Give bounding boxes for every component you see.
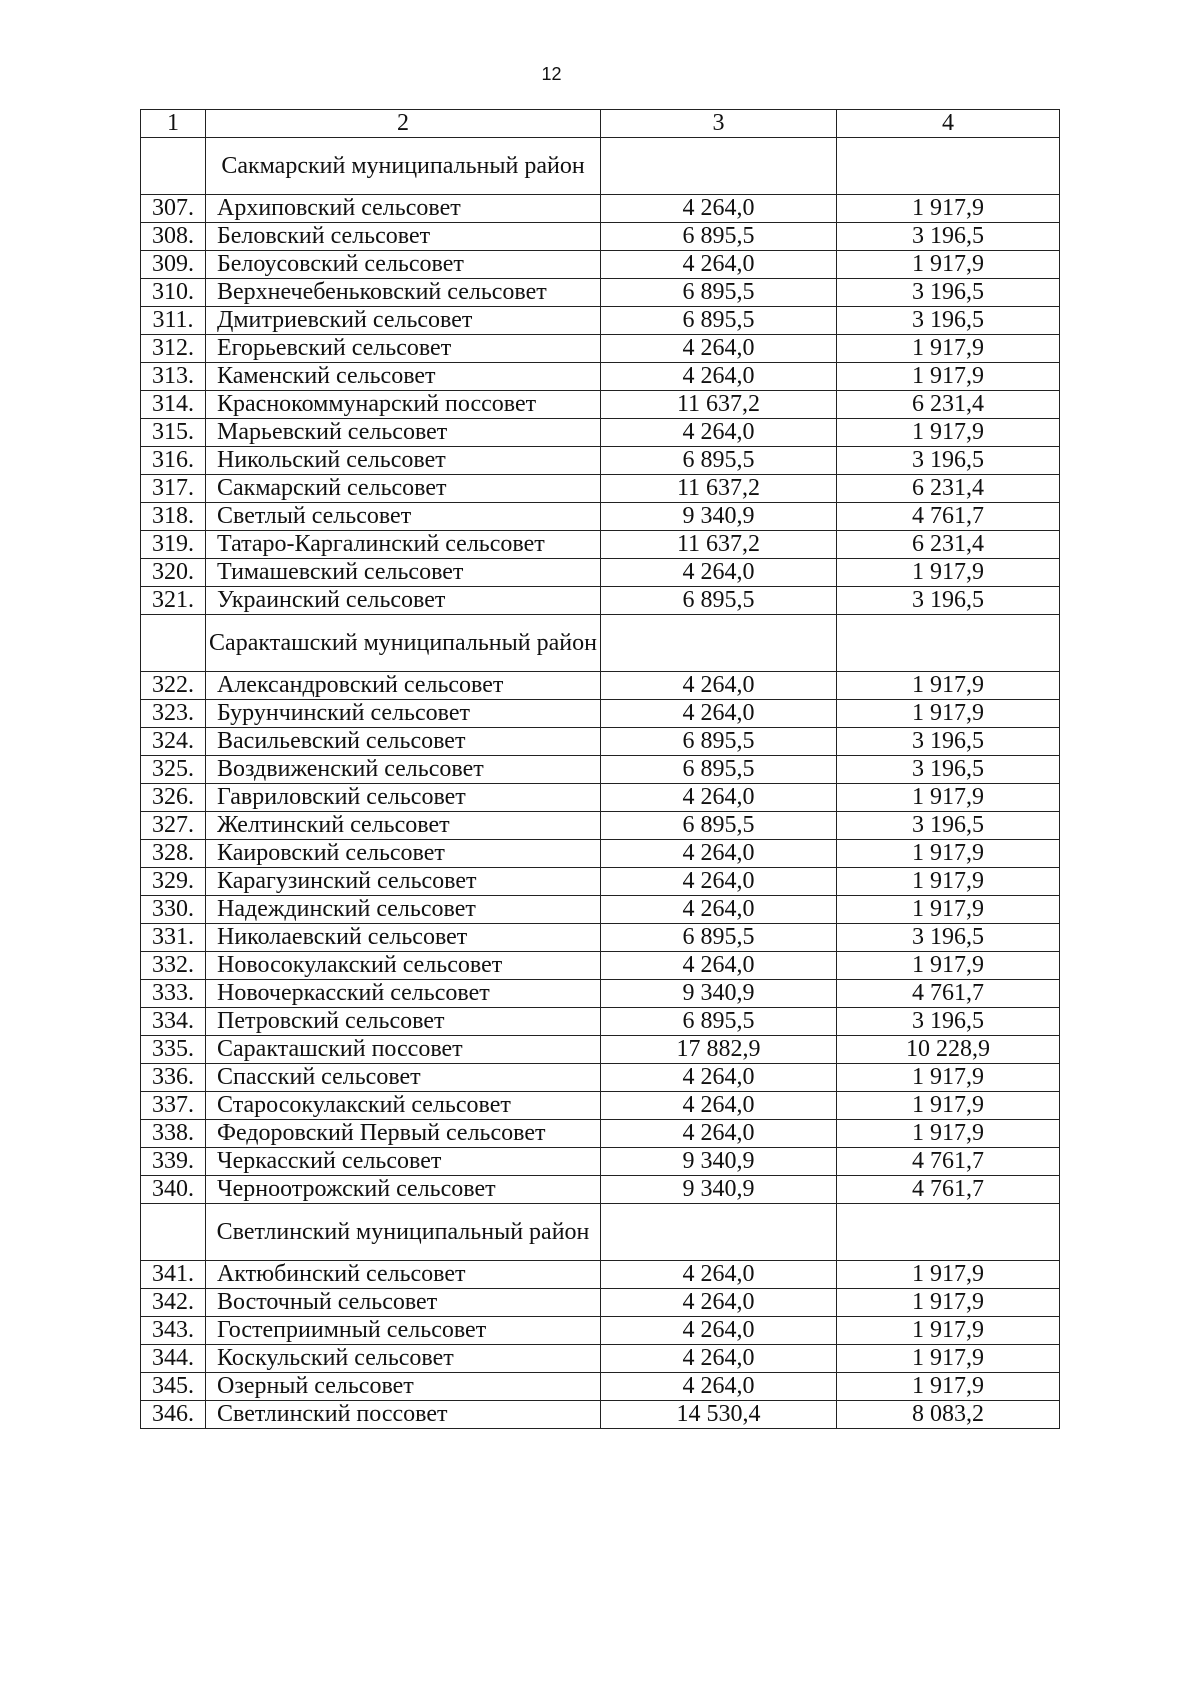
row-number: 327. [141, 812, 206, 840]
settlement-name: Николаевский сельсовет [206, 924, 601, 952]
value-col-3: 6 895,5 [601, 812, 837, 840]
table-row [141, 952, 1060, 980]
settlement-name: Черкасский сельсовет [206, 1148, 601, 1176]
row-number: 308. [141, 223, 206, 251]
row-number: 307. [141, 195, 206, 223]
settlement-name: Архиповский сельсовет [206, 195, 601, 223]
value-col-4: 1 917,9 [837, 952, 1060, 980]
settlement-name: Дмитриевский сельсовет [206, 307, 601, 335]
settlement-name: Спасский сельсовет [206, 1064, 601, 1092]
row-number: 343. [141, 1317, 206, 1345]
row-number: 344. [141, 1345, 206, 1373]
settlement-name: Васильевский сельсовет [206, 728, 601, 756]
value-col-4: 3 196,5 [837, 279, 1060, 307]
value-col-4: 4 761,7 [837, 1176, 1060, 1204]
value-col-4: 3 196,5 [837, 447, 1060, 475]
settlement-name: Верхнечебеньковский сельсовет [206, 279, 601, 307]
value-col-4: 1 917,9 [837, 1317, 1060, 1345]
value-col-4: 1 917,9 [837, 868, 1060, 896]
table-row [141, 812, 1060, 840]
row-number: 310. [141, 279, 206, 307]
row-number: 316. [141, 447, 206, 475]
row-number: 320. [141, 559, 206, 587]
section-col-4-cell [837, 1204, 1060, 1261]
value-col-3: 6 895,5 [601, 756, 837, 784]
value-col-4: 3 196,5 [837, 728, 1060, 756]
row-number: 321. [141, 587, 206, 615]
table-row [141, 1289, 1060, 1317]
value-col-3: 4 264,0 [601, 1092, 837, 1120]
table-row [141, 1317, 1060, 1345]
value-col-3: 4 264,0 [601, 700, 837, 728]
value-col-3: 6 895,5 [601, 1008, 837, 1036]
row-number: 342. [141, 1289, 206, 1317]
table-row [141, 924, 1060, 952]
value-col-3: 4 264,0 [601, 952, 837, 980]
value-col-4: 4 761,7 [837, 1148, 1060, 1176]
value-col-3: 9 340,9 [601, 503, 837, 531]
value-col-4: 1 917,9 [837, 1064, 1060, 1092]
header-col-3: 3 [601, 110, 837, 138]
settlement-name: Карагузинский сельсовет [206, 868, 601, 896]
value-col-4: 3 196,5 [837, 924, 1060, 952]
value-col-3: 4 264,0 [601, 1373, 837, 1401]
table-row [141, 1148, 1060, 1176]
value-col-3: 4 264,0 [601, 1120, 837, 1148]
value-col-3: 14 530,4 [601, 1401, 837, 1429]
table-row [141, 223, 1060, 251]
section-row [141, 1204, 1060, 1261]
value-col-4: 1 917,9 [837, 896, 1060, 924]
value-col-4: 1 917,9 [837, 840, 1060, 868]
value-col-4: 3 196,5 [837, 307, 1060, 335]
allocation-table [140, 109, 1060, 1429]
table-row [141, 447, 1060, 475]
settlement-name: Озерный сельсовет [206, 1373, 601, 1401]
table-row [141, 1176, 1060, 1204]
value-col-4: 1 917,9 [837, 195, 1060, 223]
row-number: 339. [141, 1148, 206, 1176]
row-number: 331. [141, 924, 206, 952]
row-number: 323. [141, 700, 206, 728]
section-row [141, 138, 1060, 195]
row-number: 309. [141, 251, 206, 279]
table-row [141, 419, 1060, 447]
settlement-name: Петровский сельсовет [206, 1008, 601, 1036]
settlement-name: Марьевский сельсовет [206, 419, 601, 447]
value-col-4: 1 917,9 [837, 1373, 1060, 1401]
table-body [141, 138, 1060, 1429]
value-col-4: 3 196,5 [837, 756, 1060, 784]
value-col-3: 4 264,0 [601, 1064, 837, 1092]
table-row [141, 1373, 1060, 1401]
value-col-3: 4 264,0 [601, 195, 837, 223]
settlement-name: Тимашевский сельсовет [206, 559, 601, 587]
table-row [141, 1401, 1060, 1429]
value-col-4: 1 917,9 [837, 559, 1060, 587]
table-row [141, 700, 1060, 728]
table-row [141, 728, 1060, 756]
value-col-4: 3 196,5 [837, 223, 1060, 251]
settlement-name: Воздвиженский сельсовет [206, 756, 601, 784]
row-number: 340. [141, 1176, 206, 1204]
row-number: 322. [141, 672, 206, 700]
settlement-name: Восточный сельсовет [206, 1289, 601, 1317]
row-number: 330. [141, 896, 206, 924]
table-row [141, 587, 1060, 615]
value-col-4: 1 917,9 [837, 1092, 1060, 1120]
table-row [141, 1261, 1060, 1289]
settlement-name: Новосокулакский сельсовет [206, 952, 601, 980]
row-number: 317. [141, 475, 206, 503]
settlement-name: Федоровский Первый сельсовет [206, 1120, 601, 1148]
settlement-name: Актюбинский сельсовет [206, 1261, 601, 1289]
value-col-4: 1 917,9 [837, 1261, 1060, 1289]
value-col-3: 11 637,2 [601, 475, 837, 503]
settlement-name: Беловский сельсовет [206, 223, 601, 251]
value-col-3: 17 882,9 [601, 1036, 837, 1064]
section-num-cell [141, 1204, 206, 1261]
value-col-3: 4 264,0 [601, 1261, 837, 1289]
row-number: 338. [141, 1120, 206, 1148]
section-col-3-cell [601, 138, 837, 195]
table-row [141, 559, 1060, 587]
table-row [141, 503, 1060, 531]
value-col-3: 6 895,5 [601, 279, 837, 307]
section-name: Сакмарский муниципальный район [206, 138, 601, 195]
settlement-name: Александровский сельсовет [206, 672, 601, 700]
value-col-4: 6 231,4 [837, 531, 1060, 559]
value-col-3: 4 264,0 [601, 868, 837, 896]
value-col-3: 6 895,5 [601, 307, 837, 335]
value-col-3: 4 264,0 [601, 1345, 837, 1373]
settlement-name: Бурунчинский сельсовет [206, 700, 601, 728]
value-col-4: 10 228,9 [837, 1036, 1060, 1064]
table-row [141, 840, 1060, 868]
value-col-3: 9 340,9 [601, 1176, 837, 1204]
value-col-4: 1 917,9 [837, 419, 1060, 447]
table-row [141, 307, 1060, 335]
row-number: 319. [141, 531, 206, 559]
settlement-name: Светлый сельсовет [206, 503, 601, 531]
row-number: 332. [141, 952, 206, 980]
table-row [141, 896, 1060, 924]
table-header-row [141, 110, 1060, 138]
row-number: 314. [141, 391, 206, 419]
table-row [141, 363, 1060, 391]
row-number: 318. [141, 503, 206, 531]
value-col-3: 9 340,9 [601, 980, 837, 1008]
value-col-4: 6 231,4 [837, 475, 1060, 503]
table-row [141, 980, 1060, 1008]
header-col-4: 4 [837, 110, 1060, 138]
value-col-3: 4 264,0 [601, 840, 837, 868]
value-col-3: 4 264,0 [601, 1317, 837, 1345]
table-row [141, 672, 1060, 700]
row-number: 337. [141, 1092, 206, 1120]
settlement-name: Старосокулакский сельсовет [206, 1092, 601, 1120]
value-col-4: 1 917,9 [837, 700, 1060, 728]
value-col-3: 4 264,0 [601, 559, 837, 587]
row-number: 311. [141, 307, 206, 335]
table-row [141, 251, 1060, 279]
value-col-3: 4 264,0 [601, 251, 837, 279]
settlement-name: Никольский сельсовет [206, 447, 601, 475]
value-col-4: 1 917,9 [837, 1120, 1060, 1148]
value-col-3: 6 895,5 [601, 587, 837, 615]
settlement-name: Новочеркасский сельсовет [206, 980, 601, 1008]
value-col-3: 4 264,0 [601, 335, 837, 363]
table-row [141, 475, 1060, 503]
row-number: 333. [141, 980, 206, 1008]
value-col-4: 1 917,9 [837, 672, 1060, 700]
row-number: 326. [141, 784, 206, 812]
settlement-name: Желтинский сельсовет [206, 812, 601, 840]
row-number: 345. [141, 1373, 206, 1401]
value-col-4: 4 761,7 [837, 980, 1060, 1008]
row-number: 334. [141, 1008, 206, 1036]
row-number: 335. [141, 1036, 206, 1064]
settlement-name: Украинский сельсовет [206, 587, 601, 615]
value-col-3: 11 637,2 [601, 391, 837, 419]
table-row [141, 335, 1060, 363]
value-col-4: 1 917,9 [837, 1345, 1060, 1373]
table-row [141, 531, 1060, 559]
row-number: 336. [141, 1064, 206, 1092]
settlement-name: Светлинский поссовет [206, 1401, 601, 1429]
value-col-3: 4 264,0 [601, 419, 837, 447]
table-row [141, 1008, 1060, 1036]
value-col-3: 4 264,0 [601, 1289, 837, 1317]
table-row [141, 195, 1060, 223]
value-col-3: 6 895,5 [601, 223, 837, 251]
row-number: 324. [141, 728, 206, 756]
row-number: 328. [141, 840, 206, 868]
table-row [141, 279, 1060, 307]
value-col-4: 1 917,9 [837, 784, 1060, 812]
section-name: Светлинский муниципальный район [206, 1204, 601, 1261]
table-row [141, 1345, 1060, 1373]
value-col-4: 6 231,4 [837, 391, 1060, 419]
value-col-3: 4 264,0 [601, 896, 837, 924]
value-col-4: 1 917,9 [837, 363, 1060, 391]
value-col-4: 1 917,9 [837, 251, 1060, 279]
header-col-2: 2 [206, 110, 601, 138]
settlement-name: Черноотрожский сельсовет [206, 1176, 601, 1204]
row-number: 315. [141, 419, 206, 447]
section-num-cell [141, 138, 206, 195]
settlement-name: Гавриловский сельсовет [206, 784, 601, 812]
section-row [141, 615, 1060, 672]
settlement-name: Коскульский сельсовет [206, 1345, 601, 1373]
value-col-3: 6 895,5 [601, 728, 837, 756]
row-number: 312. [141, 335, 206, 363]
value-col-4: 3 196,5 [837, 587, 1060, 615]
value-col-3: 4 264,0 [601, 672, 837, 700]
value-col-3: 6 895,5 [601, 447, 837, 475]
settlement-name: Саракташский поссовет [206, 1036, 601, 1064]
section-col-3-cell [601, 615, 837, 672]
settlement-name: Каировский сельсовет [206, 840, 601, 868]
row-number: 313. [141, 363, 206, 391]
value-col-3: 4 264,0 [601, 363, 837, 391]
row-number: 341. [141, 1261, 206, 1289]
section-num-cell [141, 615, 206, 672]
settlement-name: Краснокоммунарский поссовет [206, 391, 601, 419]
section-col-3-cell [601, 1204, 837, 1261]
settlement-name: Белоусовский сельсовет [206, 251, 601, 279]
row-number: 346. [141, 1401, 206, 1429]
table-row [141, 756, 1060, 784]
value-col-4: 1 917,9 [837, 335, 1060, 363]
table-row [141, 868, 1060, 896]
settlement-name: Егорьевский сельсовет [206, 335, 601, 363]
value-col-4: 3 196,5 [837, 1008, 1060, 1036]
page-number: 12 [541, 64, 562, 84]
section-col-4-cell [837, 615, 1060, 672]
value-col-4: 8 083,2 [837, 1401, 1060, 1429]
row-number: 325. [141, 756, 206, 784]
row-number: 329. [141, 868, 206, 896]
value-col-3: 6 895,5 [601, 924, 837, 952]
table-row [141, 1036, 1060, 1064]
section-col-4-cell [837, 138, 1060, 195]
value-col-3: 9 340,9 [601, 1148, 837, 1176]
settlement-name: Каменский сельсовет [206, 363, 601, 391]
value-col-4: 3 196,5 [837, 812, 1060, 840]
section-name: Саракташский муниципальный район [206, 615, 601, 672]
table-row [141, 391, 1060, 419]
value-col-4: 4 761,7 [837, 503, 1060, 531]
table-row [141, 1064, 1060, 1092]
table-row [141, 784, 1060, 812]
settlement-name: Надеждинский сельсовет [206, 896, 601, 924]
settlement-name: Сакмарский сельсовет [206, 475, 601, 503]
settlement-name: Татаро-Каргалинский сельсовет [206, 531, 601, 559]
header-col-1: 1 [141, 110, 206, 138]
value-col-4: 1 917,9 [837, 1289, 1060, 1317]
table-row [141, 1092, 1060, 1120]
value-col-3: 4 264,0 [601, 784, 837, 812]
settlement-name: Гостеприимный сельсовет [206, 1317, 601, 1345]
value-col-3: 11 637,2 [601, 531, 837, 559]
table-row [141, 1120, 1060, 1148]
